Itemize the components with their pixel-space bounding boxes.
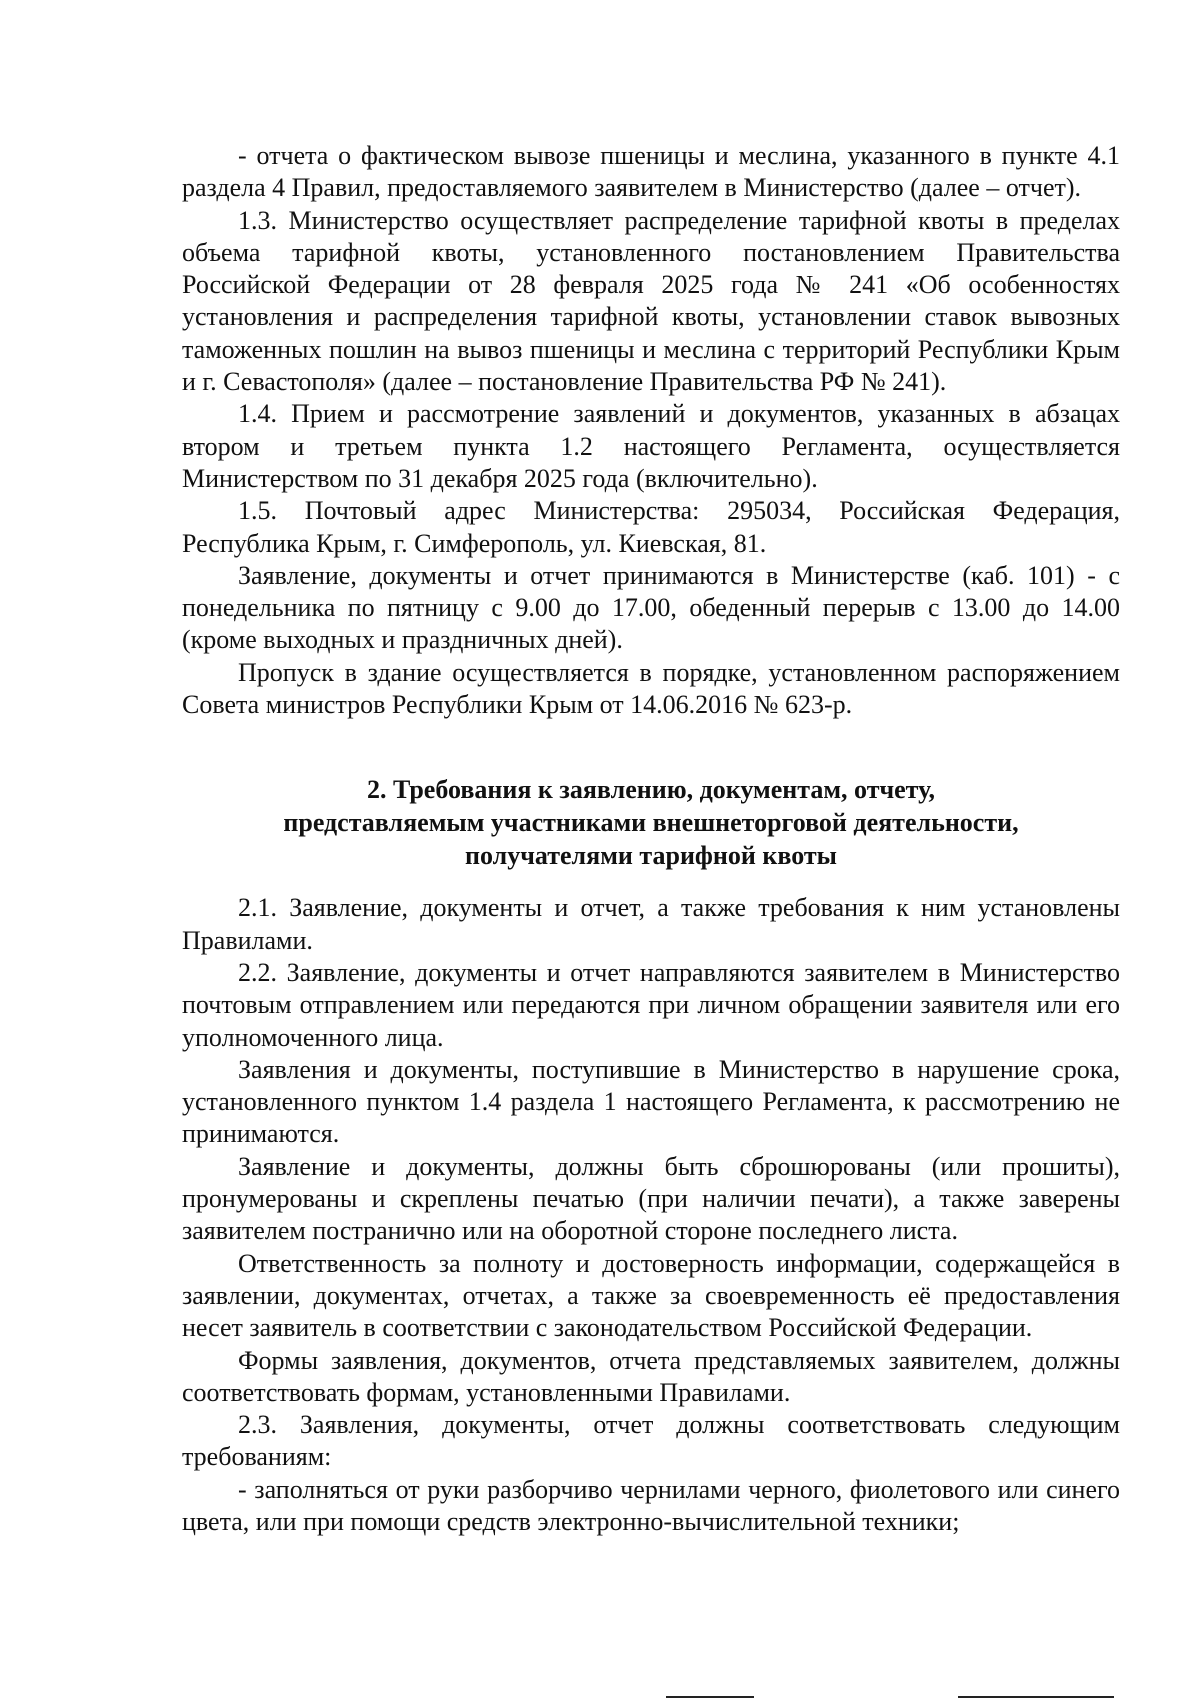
paragraph-1-5: 1.5. Почтовый адрес Министерства: 295034, Российская Федерация, Республика Крым, г. Симферополь, ул. Киевская, 81.	[182, 496, 1120, 558]
footer-rule-right	[958, 1696, 1114, 1698]
paragraph-late-submissions: Заявления и документы, поступившие в Министерство в нарушение срока, установленного пунктом 1.4 раздела 1 настоящего Регламента, к рассмотрению не принимаются.	[182, 1054, 1120, 1149]
section-2-heading-line: 2. Требования к заявлению, документам, отчету,	[367, 775, 935, 805]
paragraph-report-definition: - отчета о фактическом вывозе пшеницы и меслина, указанного в пункте 4.1 раздела 4 Правил, предоставляемого заявителем в Министерство (далее – отчет).	[182, 141, 1120, 203]
paragraph-2-1: 2.1. Заявление, документы и отчет, а также требования к ним установлены Правилами.	[182, 893, 1120, 955]
paragraph-2-3: 2.3. Заявления, документы, отчет должны соответствовать следующим требованиям:	[182, 1410, 1120, 1472]
paragraph-filling-requirements: - заполняться от руки разборчиво чернилами черного, фиолетового или синего цвета, или при помощи средств электронно-вычислительной техники;	[182, 1474, 1120, 1536]
paragraph-forms: Формы заявления, документов, отчета представляемых заявителем, должны соответствовать формам, установленными Правилами.	[182, 1345, 1120, 1407]
paragraph-building-access: Пропуск в здание осуществляется в порядке, установленном распоряжением Совета министров Республики Крым от 14.06.2016 № 623-р.	[182, 657, 1120, 720]
paragraph-1-4: 1.4. Прием и рассмотрение заявлений и документов, указанных в абзацах втором и третьем пункта 1.2 настоящего Регламента, осуществляется Министерством по 31 декабря 2025 года (включительно).	[182, 399, 1120, 493]
footer-rule-left	[666, 1696, 754, 1698]
paragraph-reception-hours: Заявление, документы и отчет принимаются в Министерстве (каб. 101) - с понедельника по пятницу с 9.00 до 17.00, обеденный перерыв с 13.00 до 14.00 (кроме выходных и праздничных дней).	[182, 560, 1120, 655]
paragraph-1-3: 1.3. Министерство осуществляет распределение тарифной квоты в пределах объема тарифной квоты, установленного постановлением Правительства Российской Федерации от 28 февраля 2025 года № 241 «Об особенностях установления и распределения тарифной квоты, установлении ставок вывозных таможенных пошлин на вывоз пшеницы и меслина с территорий Республики Крым и г. Севастополя» (далее – постановление Правительства РФ № 241).	[182, 205, 1120, 397]
paragraph-binding-requirements: Заявление и документы, должны быть сброшюрованы (или прошиты), пронумерованы и скреплены печатью (при наличии печати), а также заверены заявителем постранично или на оборотной стороне последнего листа.	[182, 1151, 1120, 1246]
document-page	[182, 140, 1120, 1538]
section-2-heading	[182, 773, 1120, 872]
paragraph-2-2: 2.2. Заявление, документы и отчет направляются заявителем в Министерство почтовым отправлением или передаются при личном обращении заявителя или его уполномоченного лица.	[182, 957, 1120, 1052]
paragraph-responsibility: Ответственность за полноту и достоверность информации, содержащейся в заявлении, документах, отчетах, а также за своевременность её предоставления несет заявитель в соответствии с законодательством Российской Федерации.	[182, 1248, 1120, 1343]
section-2-heading-line: получателями тарифной квоты	[465, 841, 837, 871]
section-2-heading-line: представляемым участниками внешнеторговой деятельности,	[283, 808, 1019, 838]
